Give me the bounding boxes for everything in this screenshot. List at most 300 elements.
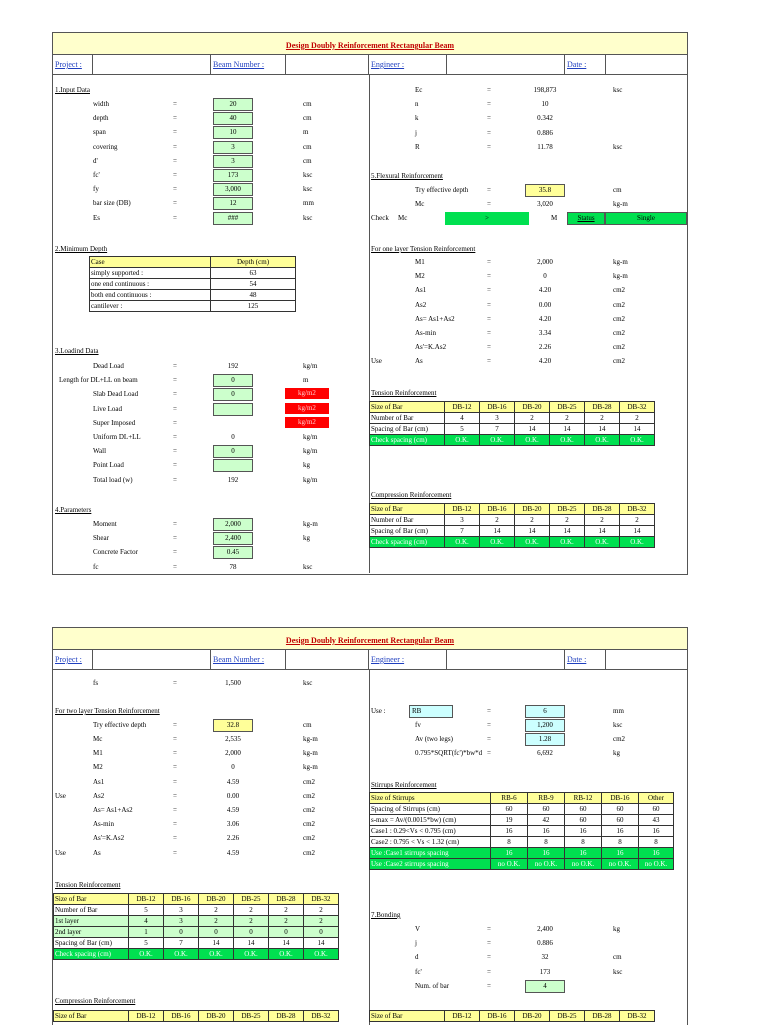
row-header-cell: Size of Bar <box>370 402 445 413</box>
row-label: Concrete Factor <box>93 548 138 557</box>
input-cell[interactable]: 3 <box>213 141 253 154</box>
row-unit: cm2 <box>613 286 626 295</box>
row-value: 2,000 <box>225 749 241 758</box>
row-unit: kg <box>613 749 620 758</box>
row-label: As= As1+As2 <box>415 314 455 323</box>
table-cell: 42 <box>528 815 565 826</box>
table-cell: 8 <box>602 837 639 848</box>
row-equals: = <box>173 679 177 687</box>
row-label: As'=K.As2 <box>93 834 125 843</box>
row-equals: = <box>487 939 491 948</box>
table-cell: 14 <box>585 526 620 537</box>
input-cell[interactable]: 1,200 <box>525 719 565 732</box>
row-equals: = <box>173 418 177 427</box>
table-cell: 1 <box>129 927 164 938</box>
row-header-cell: Spacing of Bar (cm) <box>370 526 445 537</box>
row-value: 78 <box>229 562 237 571</box>
table-cell: 14 <box>620 424 655 435</box>
table-cell: O.K. <box>480 435 515 446</box>
input-cell[interactable]: 2,400 <box>213 532 253 545</box>
row-equals: = <box>173 749 177 758</box>
table-cell: DB-20 <box>515 402 550 413</box>
row-label: k <box>415 114 419 123</box>
row-value: 0.00 <box>538 300 552 309</box>
table-cell: 14 <box>234 938 269 949</box>
table-cell: O.K. <box>515 435 550 446</box>
table-cell: 2 <box>550 515 585 526</box>
table-cell: 16 <box>565 848 602 859</box>
table-cell: 16 <box>491 826 528 837</box>
column-divider <box>369 75 370 573</box>
table-cell: DB-25 <box>550 402 585 413</box>
row-value: 173 <box>539 967 551 976</box>
input-cell[interactable]: 40 <box>213 112 253 125</box>
row-unit: kg-m <box>303 763 318 772</box>
row-label: As= As1+As2 <box>93 806 133 814</box>
row-equals: = <box>487 329 491 337</box>
row-header-cell: 1st layer <box>54 916 129 927</box>
row-unit: cm2 <box>613 343 626 352</box>
table-cell: 2 <box>304 905 339 916</box>
row-label: Mc <box>93 735 103 743</box>
table-cell: 0 <box>199 927 234 938</box>
row-label: j <box>415 939 417 948</box>
input-cell[interactable]: 0 <box>213 445 253 458</box>
row-equals: = <box>487 357 491 366</box>
table-row <box>54 938 339 949</box>
check-label: Check <box>371 214 389 222</box>
table-cell: O.K. <box>585 435 620 446</box>
table-cell: 14 <box>585 424 620 435</box>
table-cell: 0 <box>164 927 199 938</box>
input-cell[interactable]: 4 <box>525 980 565 993</box>
table-cell: 2 <box>269 905 304 916</box>
row-equals: = <box>173 433 177 441</box>
row-equals: = <box>173 156 177 165</box>
row-header-cell: Case <box>90 257 211 268</box>
row-label: Ec <box>415 86 423 94</box>
row-unit: cm <box>613 953 622 962</box>
table-row <box>90 301 296 312</box>
row-label: M2 <box>93 763 103 772</box>
table-cell: 54 <box>211 279 296 290</box>
row-header-cell: Check spacing (cm) <box>370 537 445 548</box>
table-cell: 14 <box>480 526 515 537</box>
row-header-cell: Number of Bar <box>370 413 445 424</box>
min-depth-table <box>89 256 296 312</box>
input-cell[interactable] <box>213 459 253 472</box>
section-title: Compression Reinforcement <box>371 491 452 499</box>
row-value: 198,873 <box>533 86 557 94</box>
input-cell[interactable]: ### <box>213 212 253 225</box>
row-value: 0 <box>543 272 547 281</box>
row-value: 0.886 <box>537 128 553 137</box>
table-row <box>370 837 674 848</box>
row-label: fs <box>93 679 99 687</box>
row-prefix: Use <box>55 848 66 857</box>
table-cell: 16 <box>602 848 639 859</box>
table-cell: DB-12 <box>445 402 480 413</box>
row-unit: ksc <box>613 721 623 729</box>
row-label: Mc <box>415 200 425 208</box>
section-title: Tension Reinforcement <box>55 881 121 889</box>
row-label: M1 <box>93 749 103 758</box>
table-row <box>370 815 674 826</box>
compression-table <box>53 1010 339 1022</box>
table-cell: 14 <box>515 424 550 435</box>
row-label: As <box>415 357 423 366</box>
unit-warning: kg/m2 <box>285 403 329 414</box>
table-row <box>370 515 655 526</box>
sheet-2-title: Design Doubly Reinforcement Rectangular Beam <box>53 628 687 650</box>
row-unit: cm2 <box>613 300 626 309</box>
project-label[interactable]: Project : <box>53 55 93 74</box>
input-cell[interactable]: 173 <box>213 169 253 182</box>
table-cell: 2 <box>269 916 304 927</box>
project-label[interactable]: Project : <box>53 650 93 669</box>
row-equals: = <box>487 286 491 295</box>
beam-number-label[interactable]: Beam Number : <box>211 55 286 74</box>
row-label: fc' <box>93 171 100 179</box>
row-value: 4.20 <box>538 286 552 295</box>
engineer-label[interactable]: Engineer : <box>369 55 447 74</box>
row-unit: mm <box>613 707 624 715</box>
row-equals: = <box>173 791 177 800</box>
table-cell: 16 <box>639 826 674 837</box>
row-label: d <box>415 953 419 962</box>
row-value: 2.26 <box>538 343 552 352</box>
row-equals: = <box>487 100 491 109</box>
row-label: n <box>415 100 419 109</box>
row-unit: ksc <box>613 967 623 976</box>
beam-number-label[interactable]: Beam Number : <box>211 650 286 669</box>
row-label: As1 <box>415 286 427 295</box>
row-equals: = <box>173 461 177 470</box>
table-cell: DB-28 <box>585 504 620 515</box>
table-cell: no O.K. <box>565 859 602 870</box>
table-cell: 7 <box>445 526 480 537</box>
row-unit: kg/m <box>303 433 318 441</box>
row-unit: kg <box>613 925 620 933</box>
row-header-cell: s-max = Av/(0.0015*bw) (cm) <box>370 815 491 826</box>
row-unit: kg-m <box>303 520 318 528</box>
row-unit: cm <box>303 721 312 729</box>
input-cell[interactable]: 0 <box>213 388 253 401</box>
row-unit: cm2 <box>303 806 316 814</box>
table-cell: 60 <box>602 815 639 826</box>
check-mc: Mc <box>398 214 408 222</box>
row-header-cell: Size of Bar <box>370 504 445 515</box>
table-cell: O.K. <box>445 435 480 446</box>
table-header-row <box>54 1011 339 1022</box>
row-unit: cm2 <box>613 735 626 744</box>
row-unit: mm <box>303 199 314 208</box>
table-cell: 2 <box>199 916 234 927</box>
row-unit: cm <box>303 156 312 165</box>
input-cell[interactable]: 20 <box>213 98 253 111</box>
table-cell: 14 <box>304 938 339 949</box>
section-title: 5.Flexural Reinforcement <box>371 172 443 180</box>
project-field[interactable] <box>92 650 211 669</box>
table-cell: 48 <box>211 290 296 301</box>
row-value: 3.06 <box>226 820 240 829</box>
row-label: Try effective depth <box>93 721 147 729</box>
row-equals: = <box>487 128 491 137</box>
row-equals: = <box>173 721 177 729</box>
row-label: Slab Dead Load <box>93 390 139 399</box>
table-cell: 2 <box>480 515 515 526</box>
row-label: fc' <box>415 967 422 976</box>
section-title: 3.Loadind Data <box>55 347 99 355</box>
row-prefix: Use <box>371 357 382 366</box>
table-cell: 2 <box>515 413 550 424</box>
engineer-field[interactable] <box>447 55 565 74</box>
rb-cell[interactable]: RB <box>409 705 453 718</box>
row-label: Es <box>93 213 100 222</box>
row-label: Av (two legs) <box>415 735 453 744</box>
row-header-cell: Number of Bar <box>370 515 445 526</box>
table-cell: 60 <box>602 804 639 815</box>
input-cell[interactable]: 32.8 <box>213 719 253 732</box>
row-value: 10 <box>541 100 549 109</box>
row-equals: = <box>487 981 491 990</box>
table-row <box>90 279 296 290</box>
row-label: Point Load <box>93 461 124 470</box>
row-equals: = <box>173 100 177 108</box>
table-cell: DB-16 <box>164 1011 199 1022</box>
row-header-cell: one end continuous : <box>90 279 211 290</box>
input-cell[interactable]: 6 <box>525 705 565 718</box>
row-equals: = <box>173 534 177 543</box>
row-unit: cm <box>303 100 312 108</box>
table-cell: 3 <box>480 413 515 424</box>
row-header-cell: Use :Case2 stirrups spacing <box>370 859 491 870</box>
input-cell[interactable]: 0 <box>213 374 253 387</box>
row-equals: = <box>173 806 177 814</box>
table-cell: O.K. <box>620 435 655 446</box>
status-label: Status <box>567 212 605 225</box>
table-cell: O.K. <box>585 537 620 548</box>
row-equals: = <box>487 735 491 744</box>
table-cell: 2 <box>550 413 585 424</box>
row-unit: kg <box>303 461 310 470</box>
row-unit: m <box>303 376 309 385</box>
section-title: 7.Bonding <box>371 911 401 919</box>
table-header-row <box>370 793 674 804</box>
table-cell: O.K. <box>269 949 304 960</box>
table-cell: no O.K. <box>602 859 639 870</box>
table-cell: DB-20 <box>199 894 234 905</box>
table-cell: DB-12 <box>129 1011 164 1022</box>
table-cell: 2 <box>620 413 655 424</box>
project-field[interactable] <box>92 55 211 74</box>
table-row <box>370 826 674 837</box>
row-label: M1 <box>415 258 425 266</box>
row-label: Shear <box>93 534 109 543</box>
tension-table <box>369 401 655 446</box>
table-cell: 14 <box>269 938 304 949</box>
row-unit: kg/m <box>303 362 318 370</box>
table-cell: DB-32 <box>304 894 339 905</box>
row-unit: ksc <box>613 142 623 151</box>
row-value: 3,020 <box>537 200 553 208</box>
row-header-cell: Size of Bar <box>54 894 129 905</box>
date-label[interactable]: Date : <box>565 650 606 669</box>
row-label: d' <box>93 156 98 165</box>
table-row <box>370 424 655 435</box>
table-cell: no O.K. <box>491 859 528 870</box>
engineer-label[interactable]: Engineer : <box>369 650 447 669</box>
unit-warning: kg/m2 <box>285 417 329 428</box>
row-label: As2 <box>93 791 105 800</box>
table-row <box>370 859 674 870</box>
section-title: For two layer Tension Reinforcement <box>55 707 160 715</box>
row-equals: = <box>487 86 491 94</box>
table-cell: DB-12 <box>129 894 164 905</box>
row-equals: = <box>487 114 491 123</box>
section-title: For one layer Tension Reinforcement <box>371 245 476 253</box>
row-value: 0.342 <box>537 114 553 123</box>
row-label: As-min <box>415 329 436 337</box>
table-cell: 2 <box>515 515 550 526</box>
table-cell: 7 <box>164 938 199 949</box>
row-equals: = <box>487 749 491 758</box>
row-equals: = <box>173 834 177 843</box>
table-cell: 4 <box>445 413 480 424</box>
row-value: 0 <box>231 433 235 441</box>
table-header-row <box>54 894 339 905</box>
compression-table <box>369 503 655 548</box>
row-equals: = <box>173 820 177 829</box>
table-cell: 16 <box>565 826 602 837</box>
beam-number-field[interactable] <box>286 55 369 74</box>
use-label: Use : <box>371 707 386 715</box>
table-cell: 14 <box>515 526 550 537</box>
input-cell[interactable]: 12 <box>213 197 253 210</box>
table-cell: DB-25 <box>550 1011 585 1022</box>
check-m: M <box>551 214 558 222</box>
table-cell: 5 <box>445 424 480 435</box>
input-cell[interactable]: 2,000 <box>213 518 253 531</box>
table-cell: RB-9 <box>528 793 565 804</box>
table-cell: DB-20 <box>515 504 550 515</box>
row-unit: kg-m <box>613 272 628 281</box>
row-header-cell: Size of Bar <box>54 1011 129 1022</box>
table-cell: DB-28 <box>585 402 620 413</box>
row-label: Wall <box>93 447 107 456</box>
input-cell[interactable]: 10 <box>213 126 253 139</box>
table-row <box>370 435 655 446</box>
table-cell: 2 <box>199 905 234 916</box>
table-cell: DB-25 <box>234 1011 269 1022</box>
row-prefix: Use <box>55 791 66 800</box>
row-value: 2.26 <box>226 834 240 843</box>
row-unit: kg-m <box>613 258 628 266</box>
row-value: 2,535 <box>225 735 241 743</box>
unit-warning: kg/m2 <box>285 388 329 399</box>
row-equals: = <box>173 763 177 772</box>
input-cell[interactable]: 3,000 <box>213 183 253 196</box>
row-equals: = <box>173 142 177 151</box>
row-equals: = <box>173 848 177 857</box>
table-cell: DB-32 <box>304 1011 339 1022</box>
input-cell[interactable]: 3 <box>213 155 253 168</box>
row-label: Total load (w) <box>93 475 133 484</box>
row-header-cell: Spacing of Bar (cm) <box>54 938 129 949</box>
table-cell: RB-6 <box>491 793 528 804</box>
row-label: As1 <box>93 777 105 786</box>
date-label[interactable]: Date : <box>565 55 606 74</box>
row-equals: = <box>173 362 177 370</box>
row-label: R <box>415 142 420 151</box>
row-unit: ksc <box>613 86 623 94</box>
table-cell: DB-16 <box>480 1011 515 1022</box>
table-cell: DB-12 <box>445 1011 480 1022</box>
table-cell: 8 <box>565 837 602 848</box>
row-equals: = <box>487 272 491 281</box>
table-row <box>370 413 655 424</box>
table-row <box>370 804 674 815</box>
row-equals: = <box>487 953 491 962</box>
table-cell: 8 <box>639 837 674 848</box>
input-cell[interactable]: 35.8 <box>525 184 565 197</box>
row-equals: = <box>173 520 177 528</box>
row-label: M2 <box>415 272 425 281</box>
row-label: 0.795*SQRT(fc')*bw*d <box>415 749 483 758</box>
row-header-cell: Size of Bar <box>370 1011 445 1022</box>
row-unit: kg-m <box>613 200 628 208</box>
table-cell: 19 <box>491 815 528 826</box>
row-value: 0 <box>231 763 235 772</box>
row-header-cell: Case1 : 0.29<Vs < 0.795 (cm) <box>370 826 491 837</box>
row-equals: = <box>173 128 177 137</box>
table-cell: DB-20 <box>199 1011 234 1022</box>
table-cell: 63 <box>211 268 296 279</box>
date-field[interactable] <box>606 55 686 74</box>
table-row <box>54 916 339 927</box>
table-cell: 14 <box>199 938 234 949</box>
beam-number-field[interactable] <box>286 650 369 669</box>
row-label: span <box>93 128 106 137</box>
table-row <box>54 949 339 960</box>
row-unit: cm2 <box>613 314 626 323</box>
row-unit: ksc <box>303 562 313 571</box>
engineer-field[interactable] <box>447 650 565 669</box>
table-cell: 5 <box>129 905 164 916</box>
sheet-2 <box>52 627 688 1025</box>
table-cell: 14 <box>550 424 585 435</box>
status-value: Single <box>605 212 687 225</box>
table-cell: DB-12 <box>445 504 480 515</box>
table-cell: 0 <box>234 927 269 938</box>
sheet-2-header <box>53 650 687 670</box>
table-cell: no O.K. <box>528 859 565 870</box>
sheet-1 <box>52 32 688 575</box>
table-cell: 60 <box>491 804 528 815</box>
input-cell[interactable]: 1.28 <box>525 733 565 746</box>
table-cell: O.K. <box>304 949 339 960</box>
row-equals: = <box>173 376 177 385</box>
row-unit: cm <box>303 114 312 123</box>
date-field[interactable] <box>606 650 686 669</box>
row-header-cell: both end continuous : <box>90 290 211 301</box>
row-unit: kg <box>303 534 310 543</box>
table-row <box>90 290 296 301</box>
table-cell: 125 <box>211 301 296 312</box>
table-cell: Depth (cm) <box>211 257 296 268</box>
input-cell[interactable]: 0.45 <box>213 546 253 559</box>
input-cell[interactable] <box>213 403 253 416</box>
